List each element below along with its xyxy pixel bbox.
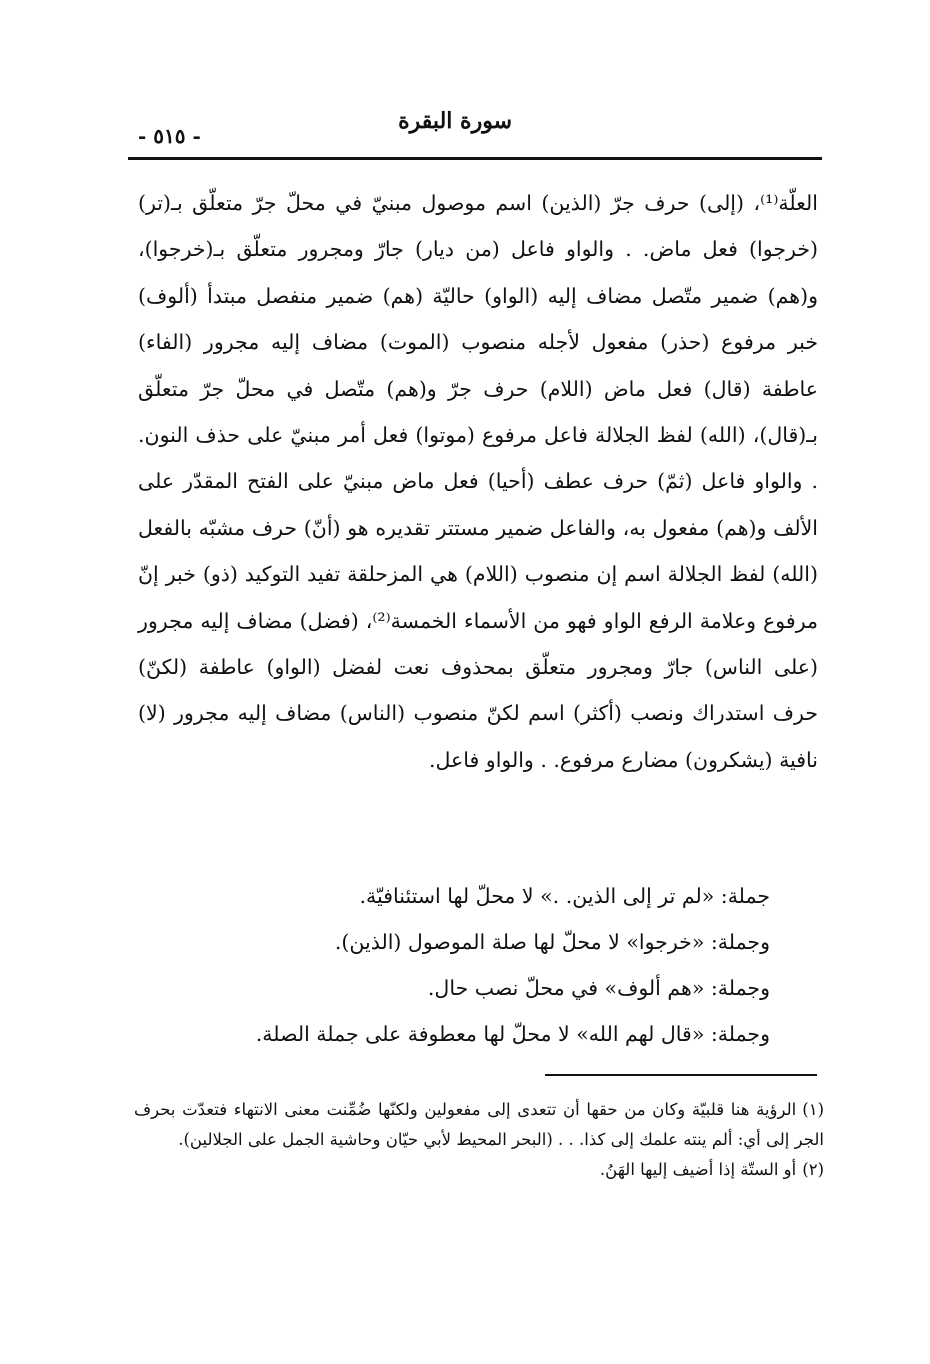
sentence-line: وجملة: «قال لهم الله» لا محلّ لها معطوفة على جملة الصلة.	[255, 1022, 770, 1046]
parsing-paragraph: العلّة⁽¹⁾، (إلى) حرف جرّ (الذين) اسم موصول مبنيّ في محلّ جرّ متعلّق بـ(تر) (خرجوا) فعل ماض. . والواو فاعل (من ديار) جارّ ومجرور متعلّق بـ(خرجوا)، و(هم) ضمير متّصل مضاف إليه (الواو) حاليّة (هم) ضمير منفصل مبتدأ (ألوف) خبر مرفوع (حذر) مفعول لأجله منصوب (الموت) مضاف إليه مجرور (الفاء) عاطفة (قال) فعل ماض (اللام) حرف جرّ و(هم) متّصل في محلّ جرّ متعلّق بـ(قال)، (الله) لفظ الجلالة فاعل مرفوع (موتوا) فعل أمر مبنيّ على حذف النون. . والواو فاعل (ثمّ) حرف عطف (أحيا) فعل ماض مبنيّ على الفتح المقدّر على الألف و(هم) مفعول به، والفاعل ضمير مستتر تقديره هو (أنّ) حرف مشبّه بالفعل (الله) لفظ الجلالة اسم إن منصوب (اللام) هي المزحلقة تفيد التوكيد (ذو) خبر إنّ مرفوع وعلامة الرفع الواو فهو من الأسماء الخمسة⁽²⁾، (فضل) مضاف إليه مجرور (على الناس) جارّ ومجرور متعلّق بمحذوف نعت لفضل (الواو) عاطفة (لكنّ) حرف استدراك ونصب (أكثر) اسم لكنّ منصوب (الناس) مضاف إليه مجرور (لا) نافية (يشكرون) مضارع مرفوع. . والواو فاعل.	[138, 191, 818, 772]
footnote-divider	[545, 1074, 817, 1076]
header-divider	[128, 157, 822, 160]
footnote-number: (١)	[802, 1100, 824, 1119]
footnote	[134, 1155, 824, 1185]
footnotes	[134, 1095, 824, 1185]
footnote-number: (٢)	[802, 1160, 824, 1179]
footnote-text: الرؤية هنا قلبيّة وكان من حقها أن تتعدى إلى مفعولين ولكنّها ضُمِّنت معنى الانتهاء فتعدّت بحرف الجر إلى أي: ألم ينته علمك إلى كذا. . . (البحر المحيط لأبي حيّان وحاشية الجمل على الجلالين).	[134, 1100, 824, 1149]
surah-title: سورة البقرة	[398, 108, 512, 134]
footnote-text: أو الستّة إذا أضيف إليها الهَنُ.	[599, 1160, 797, 1179]
page-number: - ٥١٥ -	[138, 124, 201, 148]
footnote	[134, 1095, 824, 1155]
sentence-line: وجملة: «هم ألوف» في محلّ نصب حال.	[427, 976, 770, 1000]
sentence-line: وجملة: «خرجوا» لا محلّ لها صلة الموصول (الذين).	[334, 930, 770, 954]
main-text	[138, 180, 818, 783]
sentence-analysis	[130, 873, 770, 1057]
page-header	[128, 108, 822, 152]
sentence-line: جملة: «لم تر إلى الذين. .» لا محلّ لها استئنافيّة.	[359, 884, 770, 908]
